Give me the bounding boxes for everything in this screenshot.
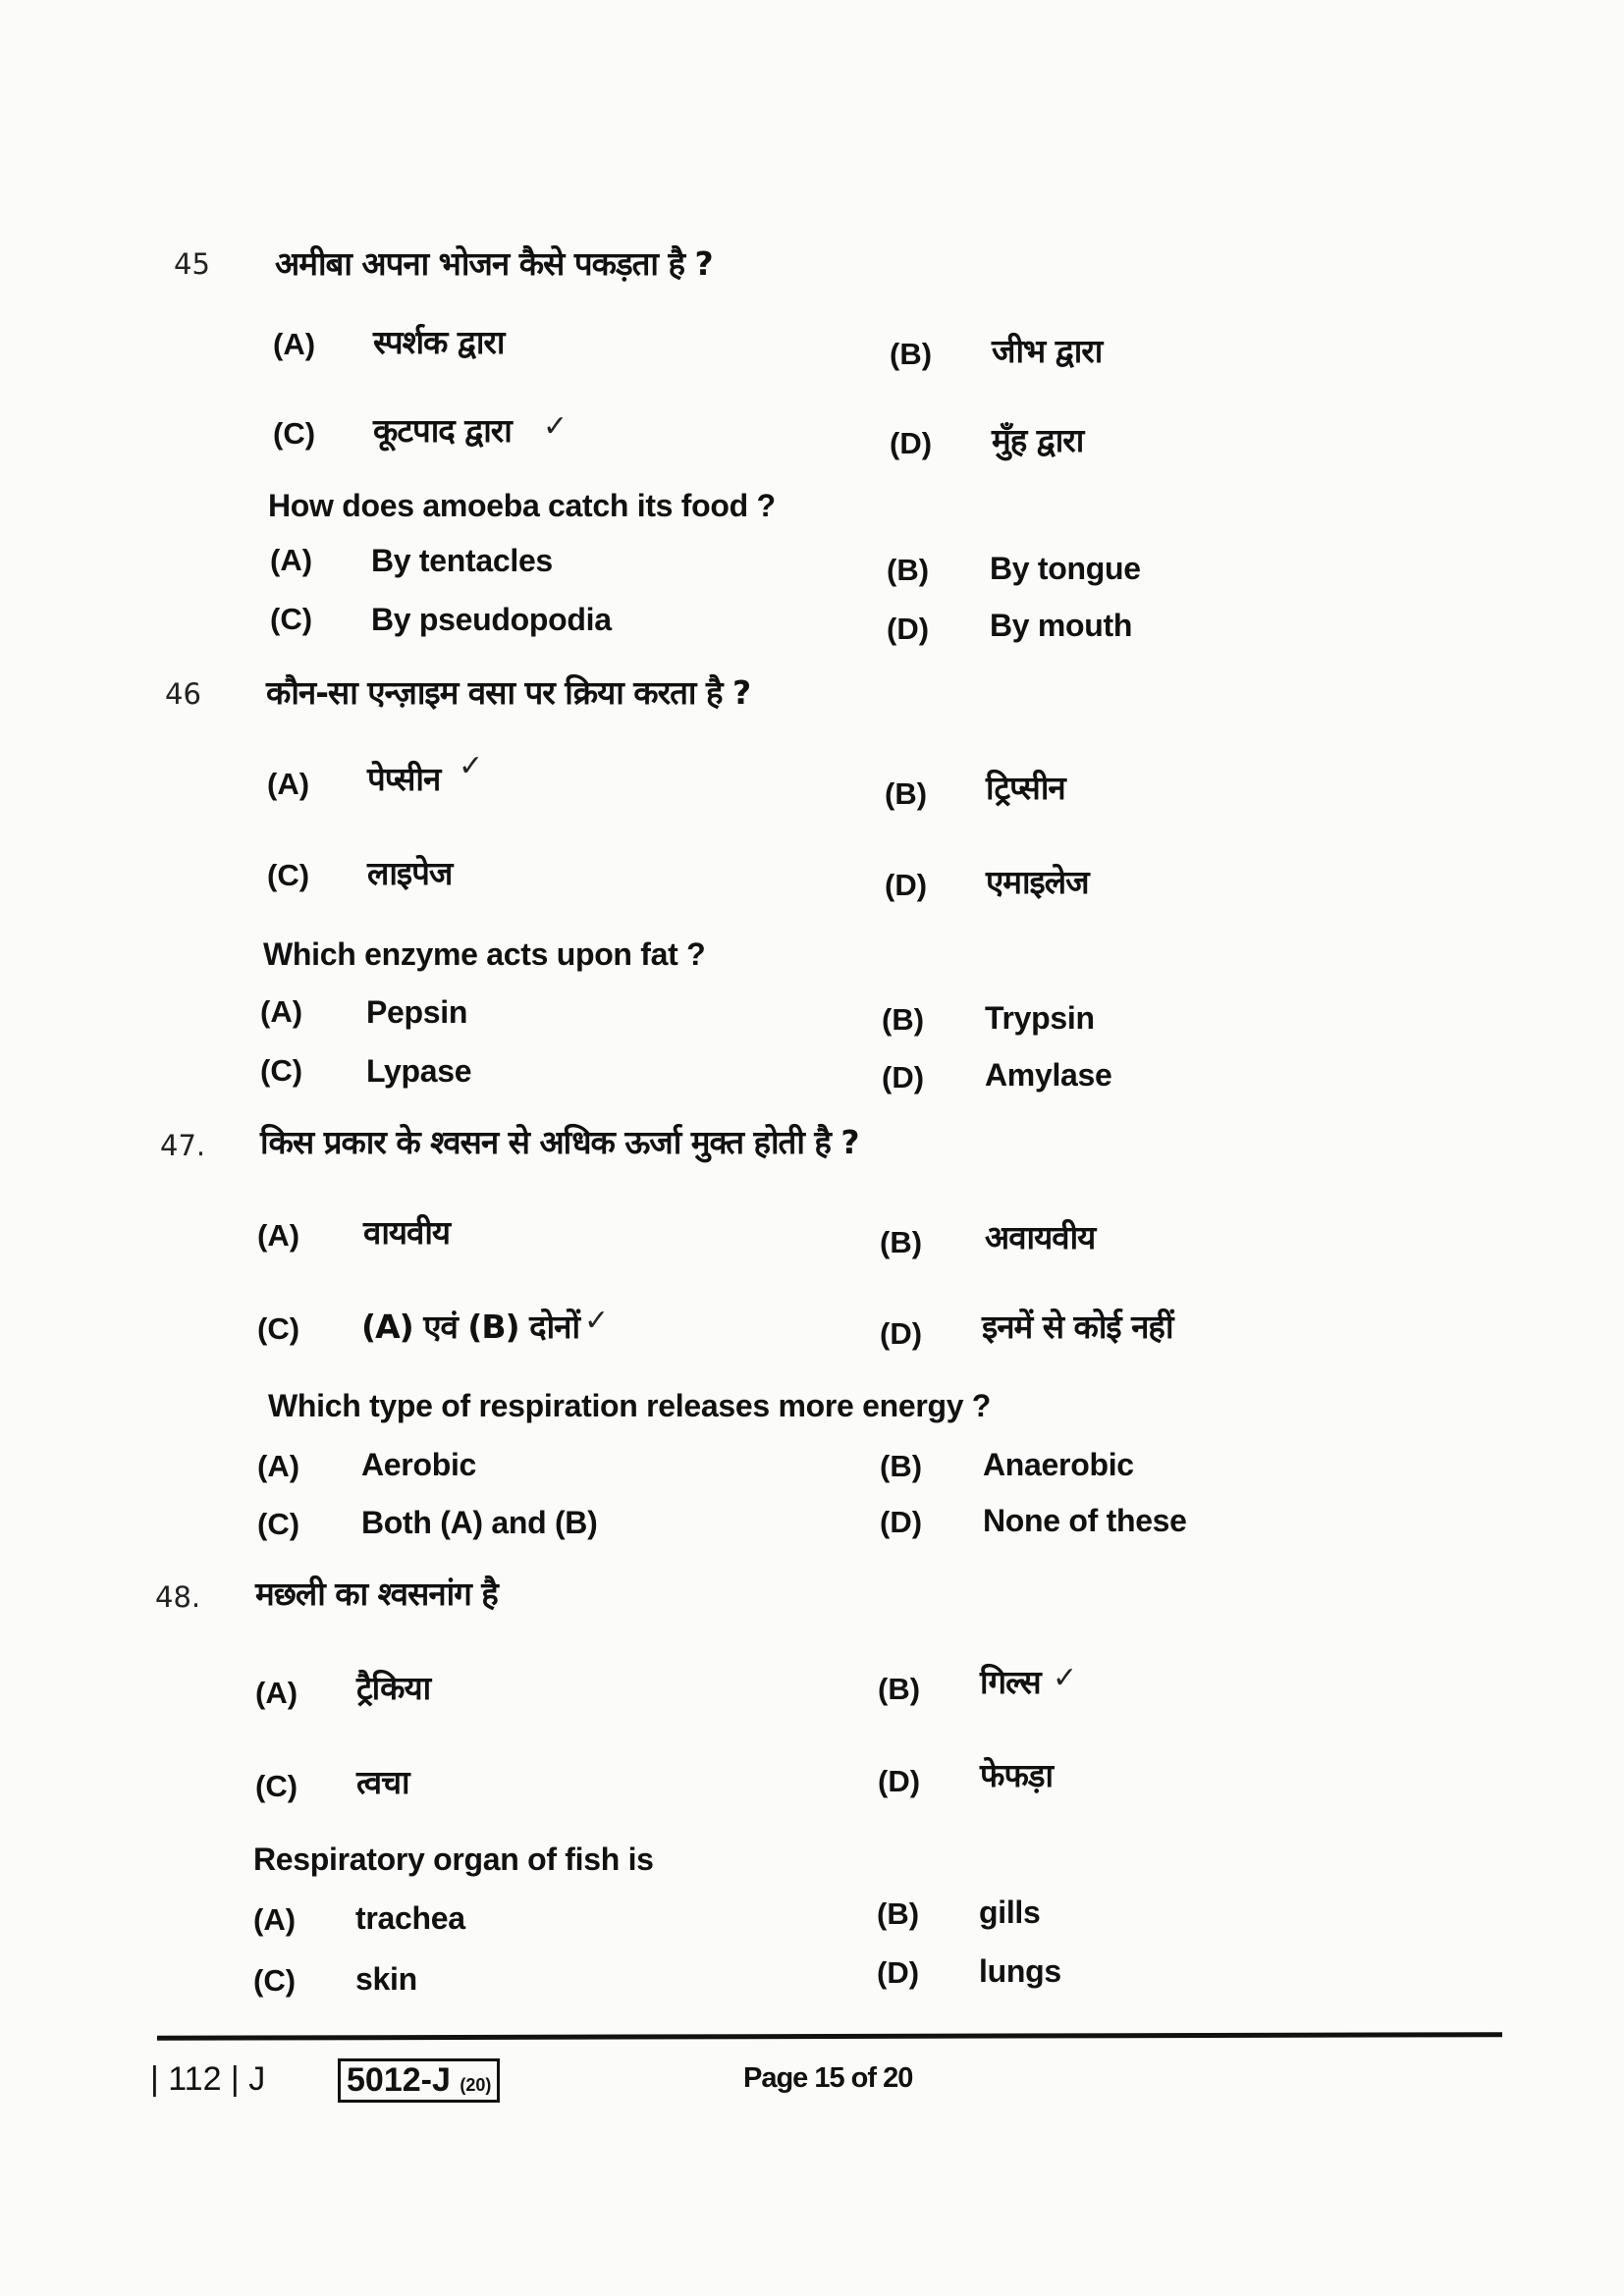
option-label: (D) bbox=[880, 1316, 923, 1351]
option-text-english: Both (A) and (B) bbox=[361, 1505, 598, 1540]
option-text-english: By tentacles bbox=[371, 543, 553, 578]
option-label: (B) bbox=[890, 337, 933, 371]
option-text-hindi: फेफड़ा bbox=[980, 1756, 1054, 1794]
option-text-english: trachea bbox=[355, 1900, 465, 1936]
option-label: (D) bbox=[887, 612, 930, 646]
question-text-english: Which type of respiration releases more energy ? bbox=[268, 1388, 992, 1423]
option-label: (B) bbox=[887, 553, 930, 587]
paper-code: 5012-J bbox=[347, 2061, 451, 2099]
option-text-english: By pseudopodia bbox=[371, 602, 612, 637]
question-text-english: Respiratory organ of fish is bbox=[253, 1842, 654, 1877]
option-text-hindi: गिल्स bbox=[980, 1663, 1041, 1701]
option-text-english: Amylase bbox=[985, 1057, 1112, 1093]
option-text-hindi: लाइपेज bbox=[367, 854, 453, 892]
option-label: (C) bbox=[270, 602, 313, 636]
option-text-hindi: जीभ द्वारा bbox=[992, 332, 1103, 370]
option-text-hindi: वायवीय bbox=[363, 1213, 451, 1252]
option-text-english: Aerobic bbox=[361, 1447, 477, 1482]
option-text-english: By tongue bbox=[990, 551, 1141, 586]
option-text-english: gills bbox=[979, 1895, 1041, 1930]
option-text-hindi: स्पर्शक द्वारा bbox=[373, 323, 505, 361]
option-label: (B) bbox=[877, 1896, 920, 1931]
option-label: (C) bbox=[267, 858, 310, 892]
question-number: 46 bbox=[165, 677, 201, 711]
option-label: (B) bbox=[878, 1672, 921, 1706]
option-text-english: Anaerobic bbox=[983, 1447, 1134, 1482]
option-text-hindi: मुँह द्वारा bbox=[992, 421, 1084, 459]
paper-page-count: (20) bbox=[460, 2075, 492, 2095]
option-text-hindi: (A) एवं (B) दोनों bbox=[361, 1308, 580, 1346]
option-label: (D) bbox=[885, 868, 928, 902]
option-text-hindi: पेप्सीन bbox=[367, 760, 441, 798]
option-text-hindi: अवायवीय bbox=[985, 1218, 1096, 1256]
question-text-hindi: मछली का श्वसनांग है bbox=[255, 1575, 498, 1613]
option-label: (D) bbox=[880, 1505, 923, 1539]
question-number: 48. bbox=[155, 1580, 201, 1614]
question-text-hindi: किस प्रकार के श्वसन से अधिक ऊर्जा मुक्त होती है ? bbox=[260, 1123, 859, 1161]
option-text-hindi: त्वचा bbox=[356, 1763, 409, 1801]
option-text-english: lungs bbox=[979, 1953, 1061, 1989]
option-label: (C) bbox=[253, 1963, 297, 1998]
option-label: (C) bbox=[255, 1769, 298, 1803]
question-text-hindi: कौन-सा एन्ज़ाइम वसा पर क्रिया करता है ? bbox=[266, 673, 751, 712]
option-text-english: Lypase bbox=[366, 1053, 472, 1089]
option-label: (B) bbox=[885, 776, 928, 811]
option-label: (C) bbox=[273, 416, 316, 451]
check-mark-icon: ✓ bbox=[584, 1304, 610, 1338]
question-text-english: Which enzyme acts upon fat ? bbox=[263, 936, 706, 972]
option-text-english: Trypsin bbox=[985, 1000, 1095, 1036]
option-text-english: By mouth bbox=[990, 608, 1133, 643]
footer-series-code: | 112 | J bbox=[150, 2060, 266, 2098]
option-label: (A) bbox=[253, 1902, 297, 1937]
question-number: 45 bbox=[174, 247, 210, 281]
check-mark-icon: ✓ bbox=[1053, 1661, 1078, 1695]
option-text-hindi: इनमें से कोई नहीं bbox=[982, 1308, 1173, 1346]
option-label: (D) bbox=[882, 1060, 925, 1095]
option-label: (A) bbox=[257, 1218, 300, 1253]
option-label: (B) bbox=[880, 1225, 923, 1259]
option-text-hindi: ट्रिप्सीन bbox=[986, 769, 1065, 807]
option-label: (B) bbox=[880, 1449, 923, 1483]
option-text-english: Pepsin bbox=[366, 994, 468, 1030]
paper-code-box bbox=[338, 2058, 500, 2103]
question-text-english: How does amoeba catch its food ? bbox=[268, 488, 776, 523]
option-label: (D) bbox=[877, 1955, 920, 1990]
option-label: (C) bbox=[260, 1053, 303, 1088]
option-label: (A) bbox=[257, 1449, 300, 1483]
question-text-hindi: अमीबा अपना भोजन कैसे पकड़ता है ? bbox=[275, 244, 713, 283]
check-mark-icon: ✓ bbox=[459, 749, 484, 783]
option-label: (A) bbox=[255, 1676, 298, 1710]
option-label: (A) bbox=[270, 543, 313, 577]
footer-divider bbox=[157, 2032, 1502, 2041]
option-label: (D) bbox=[878, 1764, 921, 1798]
option-label: (D) bbox=[890, 426, 933, 460]
option-text-english: skin bbox=[355, 1961, 417, 1997]
option-text-english: None of these bbox=[983, 1503, 1187, 1538]
option-label: (C) bbox=[257, 1507, 300, 1541]
option-label: (C) bbox=[257, 1311, 300, 1346]
option-label: (A) bbox=[260, 994, 303, 1029]
option-text-hindi: एमाइलेज bbox=[986, 863, 1089, 901]
option-text-hindi: ट्रैकिया bbox=[356, 1669, 431, 1707]
option-label: (B) bbox=[882, 1002, 925, 1037]
option-label: (A) bbox=[273, 327, 316, 361]
question-number: 47. bbox=[160, 1129, 206, 1162]
option-label: (A) bbox=[267, 767, 310, 801]
check-mark-icon: ✓ bbox=[543, 409, 568, 444]
page-number: Page 15 of 20 bbox=[743, 2062, 913, 2094]
option-text-hindi: कूटपाद द्वारा bbox=[373, 411, 512, 450]
